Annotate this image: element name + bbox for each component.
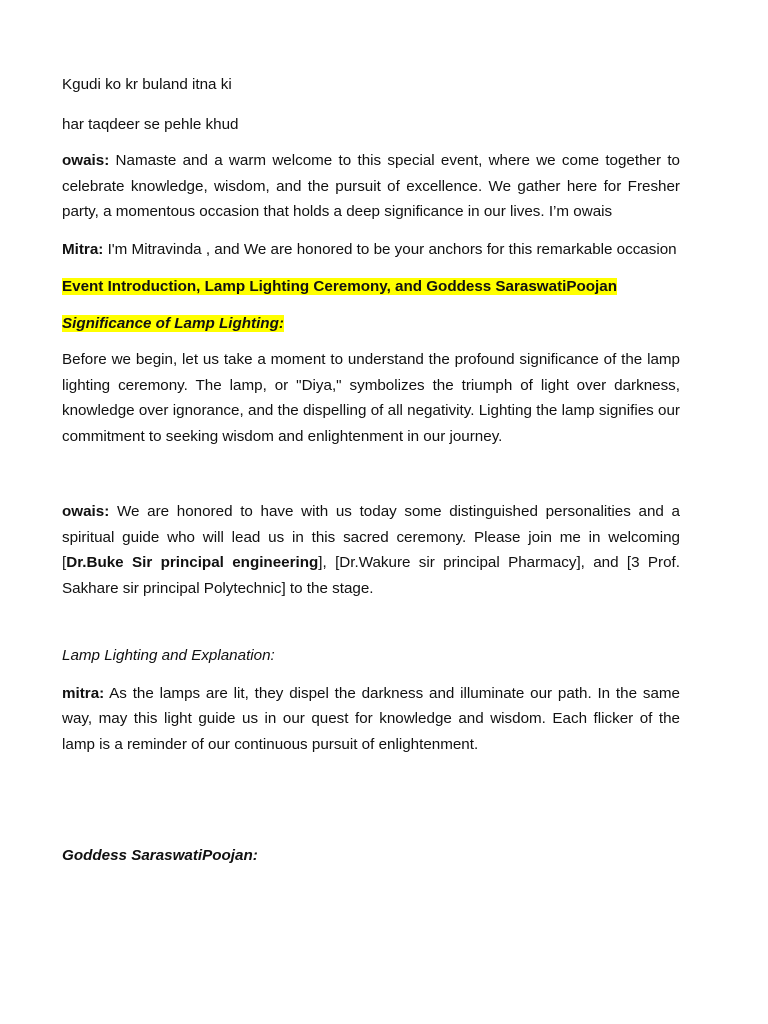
owais-welcome-text: Namaste and a warm welcome to this special event, where we come together to celebrate knowledge, wisdom, and the pursuit of excellence. We gather here for Fresher party, a momentous occasion that holds a deep significance in our lives. I’m owais <box>62 152 680 220</box>
mitra-lamp-text: As the lamps are lit, they dispel the darkness and illuminate our path. In the same way, may this light guide us in our quest for knowledge and wisdom. Each flicker of the lamp is a reminder of our continuous pursuit of enlightenment. <box>62 684 680 753</box>
significance-title-text: Significance of Lamp Lighting: <box>62 314 284 332</box>
section-heading <box>62 274 680 300</box>
document-page <box>62 72 680 869</box>
speaker-owais: owais: <box>62 152 110 169</box>
speaker-mitra-2: mitra: <box>62 684 105 702</box>
speaker-owais-2: owais: <box>62 503 110 520</box>
mitra-intro-paragraph <box>62 237 680 263</box>
saraswati-poojan-title: Goddess SaraswatiPoojan: <box>62 847 258 864</box>
lamp-lighting-title: Lamp Lighting and Explanation: <box>62 647 275 664</box>
owais-guests-text-before: We are honored to have with us today some distinguished personalities and a spiritual guide who will lead us in this sacred ceremony. Please join me in welcoming [ <box>62 503 680 571</box>
poem-line-1: Kgudi ko kr buland itna ki <box>62 76 232 93</box>
section-heading-text: Event Introduction, Lamp Lighting Ceremony, and Goddess SaraswatiPoojan <box>62 278 617 295</box>
guest-name-bold: Dr.Buke Sir principal engineering <box>66 554 319 571</box>
speaker-mitra: Mitra: <box>62 240 104 258</box>
owais-guests-paragraph <box>62 499 680 601</box>
poem-line-2: har taqdeer se pehle khud <box>62 115 239 133</box>
owais-guests-text-after: ], [Dr.Wakure sir principal Pharmacy], and [3 Prof. Sakhare sir principal Polytechnic] to the stage. <box>62 554 680 597</box>
mitra-intro-text: I'm Mitravinda , and We are honored to be your anchors for this remarkable occasion <box>103 240 677 258</box>
significance-title <box>62 311 680 337</box>
mitra-lamp-paragraph <box>62 681 680 758</box>
owais-welcome-paragraph <box>62 148 680 225</box>
significance-paragraph: Before we begin, let us take a moment to understand the profound significance of the lamp lighting ceremony. The lamp, or "Diya," symbolizes the triumph of light over darkness, knowledge over ignorance, and the dispelling of all negativity. Lighting the lamp signifies our commitment to seeking wisdom and enlightenment in our journey. <box>62 351 680 445</box>
